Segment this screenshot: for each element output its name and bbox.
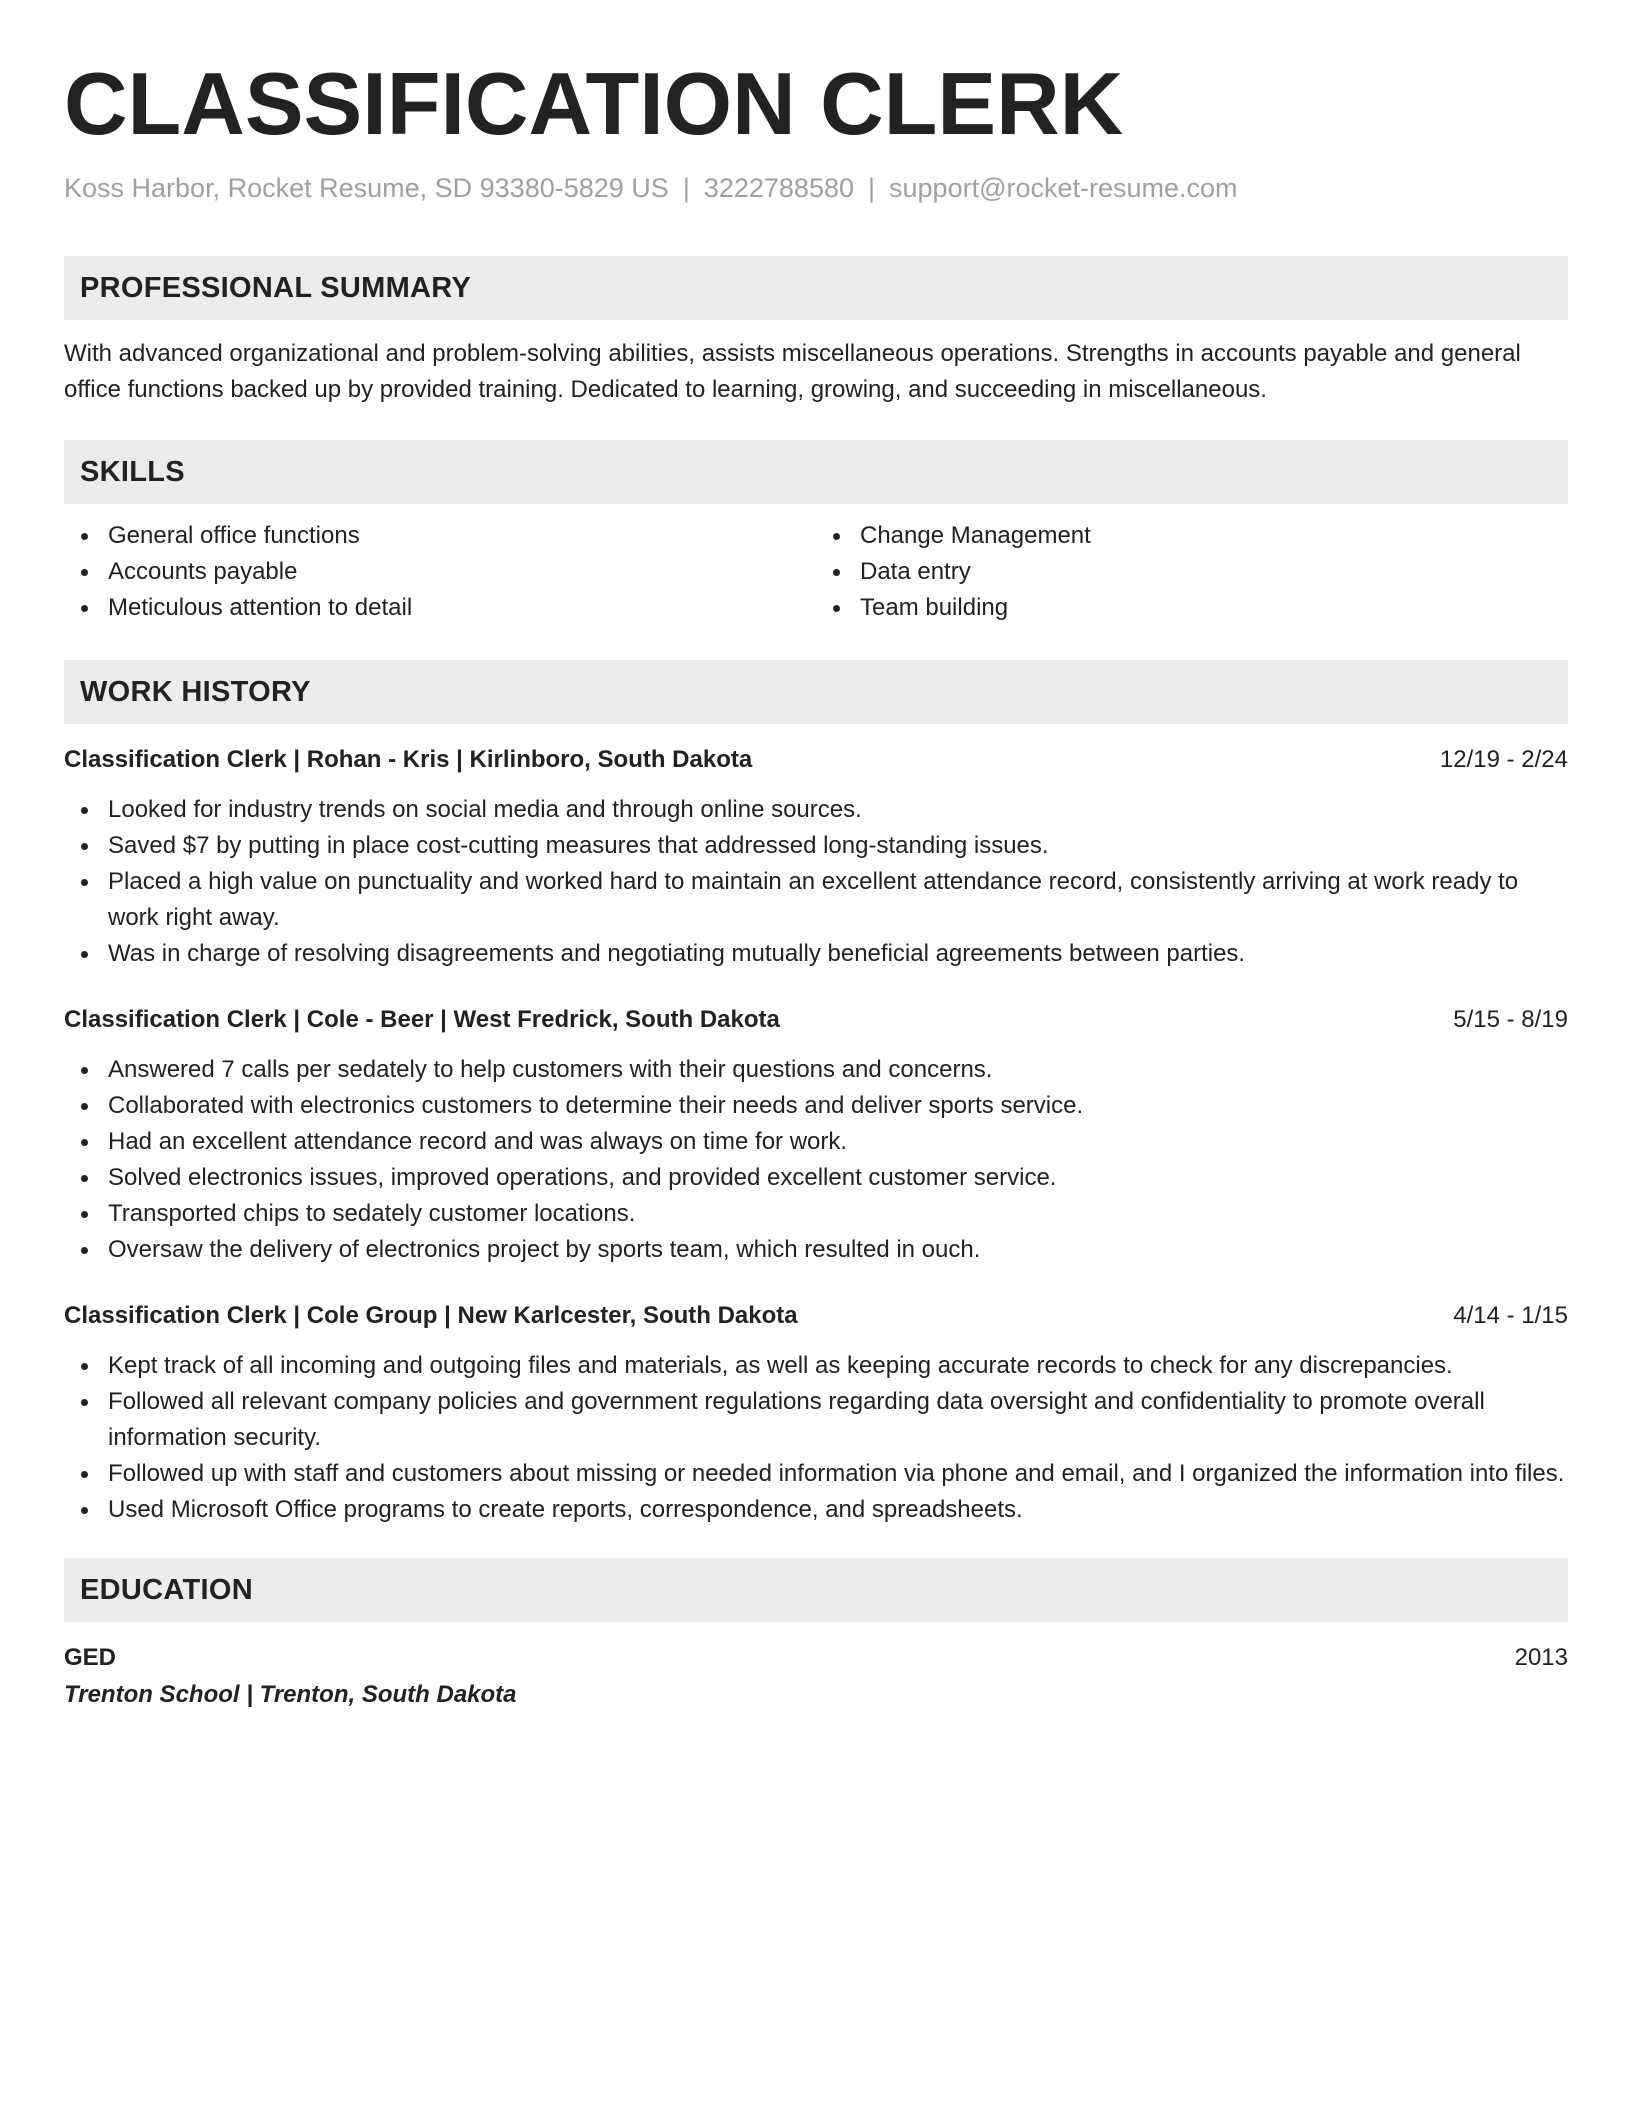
job-dates: 12/19 - 2/24 (1439, 746, 1568, 773)
job-bullet: Was in charge of resolving disagreements and negotiating mutually beneficial agreements between parties. (64, 936, 1568, 972)
job-bullet: Answered 7 calls per sedately to help customers with their questions and concerns. (64, 1052, 1568, 1088)
education-year: 2013 (1514, 1644, 1568, 1671)
contact-phone: 3222788580 (703, 173, 854, 203)
section-heading-summary: PROFESSIONAL SUMMARY (64, 256, 1568, 320)
summary-text: With advanced organizational and problem-solving abilities, assists miscellaneous operations. Strengths in accounts payable and general office functions backed up by provided training. Dedicated to learning, growing, and succeeding in miscellaneous. (64, 340, 1521, 403)
job-bullet: Placed a high value on punctuality and worked hard to maintain an excellent attendance record, consistently arriving at work ready to work right away. (64, 864, 1568, 936)
contact-separator: | (868, 173, 876, 203)
skill-item: Meticulous attention to detail (64, 590, 816, 626)
job-entry (64, 1002, 1568, 1268)
job-bullet: Saved $7 by putting in place cost-cutting measures that addressed long-standing issues. (64, 828, 1568, 864)
job-title: Classification Clerk | Cole Group | New Karlcester, South Dakota (64, 1302, 798, 1329)
job-bullet: Followed up with staff and customers about missing or needed information via phone and email, and I organized the information into files. (64, 1456, 1568, 1492)
job-title: Classification Clerk | Rohan - Kris | Kirlinboro, South Dakota (64, 746, 753, 773)
job-dates: 4/14 - 1/15 (1453, 1302, 1568, 1329)
skill-item: Change Management (816, 518, 1568, 554)
job-dates: 5/15 - 8/19 (1453, 1006, 1568, 1033)
section-heading-work-history: WORK HISTORY (64, 660, 1568, 724)
skill-item: Data entry (816, 554, 1568, 590)
skills-list (64, 518, 1568, 626)
education-degree: GED (64, 1644, 117, 1671)
section-heading-education: EDUCATION (64, 1558, 1568, 1622)
skills-column-right (816, 518, 1568, 626)
section-heading-skills: SKILLS (64, 440, 1568, 504)
skill-item: Accounts payable (64, 554, 816, 590)
resume-name: CLASSIFICATION CLERK (64, 54, 1124, 153)
job-bullet: Had an excellent attendance record and was always on time for work. (64, 1124, 1568, 1160)
contact-line (64, 170, 1568, 206)
education-entry (64, 1640, 1568, 1714)
job-entry (64, 1298, 1568, 1528)
skills-column-left (64, 518, 816, 626)
education-school: Trenton School | Trenton, South Dakota (64, 1681, 517, 1708)
job-bullet: Kept track of all incoming and outgoing files and materials, as well as keeping accurate records to check for any discrepancies. (64, 1348, 1568, 1384)
contact-email: support@rocket-resume.com (889, 173, 1238, 203)
skill-item: General office functions (64, 518, 816, 554)
job-bullet: Looked for industry trends on social media and through online sources. (64, 792, 1568, 828)
job-bullet: Used Microsoft Office programs to create reports, correspondence, and spreadsheets. (64, 1492, 1568, 1528)
job-entry (64, 742, 1568, 972)
skill-item: Team building (816, 590, 1568, 626)
contact-separator: | (682, 173, 690, 203)
job-bullet: Followed all relevant company policies and government regulations regarding data oversight and confidentiality to promote overall information security. (64, 1384, 1568, 1456)
job-bullet: Oversaw the delivery of electronics project by sports team, which resulted in ouch. (64, 1232, 1568, 1268)
job-title: Classification Clerk | Cole - Beer | West Fredrick, South Dakota (64, 1006, 780, 1033)
contact-address: Koss Harbor, Rocket Resume, SD 93380-5829 US (64, 173, 669, 203)
job-bullet: Solved electronics issues, improved operations, and provided excellent customer service. (64, 1160, 1568, 1196)
job-bullet: Collaborated with electronics customers to determine their needs and deliver sports service. (64, 1088, 1568, 1124)
job-bullet: Transported chips to sedately customer locations. (64, 1196, 1568, 1232)
